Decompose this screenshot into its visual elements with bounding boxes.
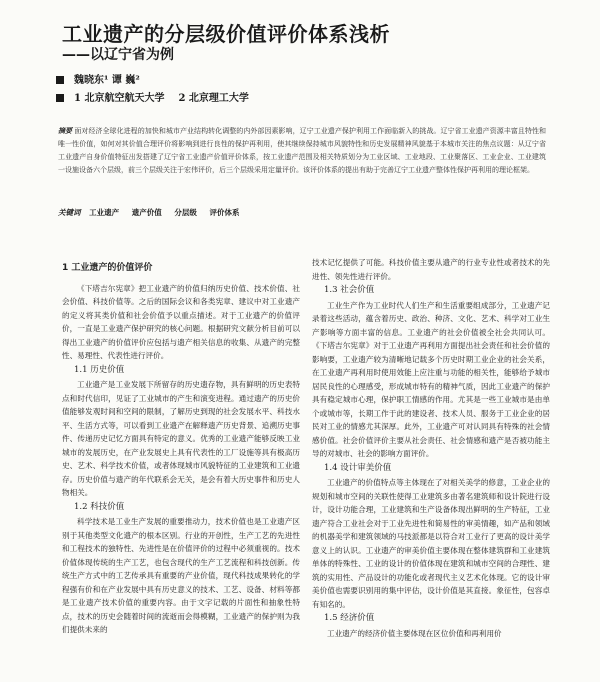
- subsection-heading: 1.5 经济价值: [324, 613, 375, 623]
- body-paragraph: 工业生产作为工业时代人们生产和生活重要组成部分，工业遗产记录着这些活动，蕴含着历史、政治、种济、文化、艺术、科学对工业生产影响等方面丰富的信息。工业遗产的社会价值被全社会共同认可。《下塔吉尔宪章》对于工业遗产再利用方面提出社会责任和社会价值的影响要，工业遗产较为清晰地记载多个历史时期工业企业的社会关系，在工业遗产再利用时使用效能上应注重与功能的相关性，能够给予城市居民良性的心理感受，形成城市特有的精神气质，因此工业遗产的保护具有稳定城市心理，保护职工情感的作用。尤其是一些工业城市是由单个或城市等，长期工作于此的建设者、技术人员、服务于工业企业的居民对工业的情感尤其深厚。此外，工业遗产可对认同具有特殊的社会情感价值。社会价值评价主要从社会责任、社会情感和遗产是否被功能主导的对城市、社会的影响方面评价。: [312, 300, 550, 458]
- subsection-heading: 1.1 历史价值: [74, 364, 125, 375]
- affiliation-2: 2 北京理工大学: [178, 93, 249, 104]
- subsection-heading: 1.3 社会价值: [324, 285, 375, 295]
- subsection-heading: 1.4 设计审美价值: [324, 462, 392, 473]
- paper-title: 工业遗产的分层级价值评价体系浅析: [62, 22, 390, 46]
- body-paragraph: 《下塔吉尔宪章》把工业遗产的价值归纳历史价值、技术价值、社会价值、科技价值等。之后的国际会议和各类宪章、建议中对工业遗产的定义将其类价值和社会价值予以重点描述。对于工业遗产的价值评价，一直是工业遗产保护研究的核心问题。根据研究文献分析目前可以得出工业遗产的价值评价应包括与遗产相关信息的收集、从遗产的完整性、易理性、代表性进行评价。: [62, 283, 300, 360]
- keyword: 遗产价值: [131, 208, 162, 217]
- right-column: [312, 256, 550, 640]
- keyword: 评价体系: [209, 208, 240, 217]
- body-paragraph: 科学技术是工业生产发展的重要推动力，技术价值也是工业遗产区别于其他类型文化遗产的根本区别。行业的开创性，生产工艺的先进性和工程技术的独特性、先进性是在价值评价的过程中必须重视的。技术价值体现传统的生产工艺，也包含现代的生产工艺流程和科技创新。传统生产方式中的工艺传承具有重要的产业价值，现代科技成果转化的学程强有价和在产业发展中具有历史意义的技术、工艺、设备、材料等都是工业遗产技术价值的重要内容。由于文字记载的片面性和抽象性特点，技术的历史会随着时间的流逝而会得模糊，工业遗产的保护则为我们提供未来的: [62, 517, 300, 634]
- body-paragraph: 工业遗产的价值特点等主体现在了对相关美学的修意，工业企业的规划和城市空间的关联性使得工业建筑多由著名建筑师和设计院进行设计，设计功能合理，工业建筑和生产设备体现出鲜明的生产特征，工业遗产符合工业社会对于工业先进性和简易性的审美情趣，如产品和领域的机器美学和建筑领域的马技派都是以符合对工业行了更高的设计美学意义上的认识。工业遗产的审美价值主要体现在整体建筑群和工业建筑单体的特殊性、工业的设计的价值体现在建筑和城市空间的合理性、建筑的实用性、产品设计的功能化或者现代主义艺术化体现。它的设计审美价值也需要识别用的集中评估，设计价值是其直接。象征性，包容卓有知名的。: [312, 478, 550, 609]
- author-names: 魏晓东¹ 谭 巍²: [74, 75, 140, 86]
- affiliation-1: 1 北京航空航天大学: [74, 93, 165, 104]
- body-paragraph: 技术记忆提供了可能。科技价值主要从遗产的行业专业性或者技术的先进性、领先性进行评价。: [312, 258, 550, 281]
- subsection-heading: 1.2 科技价值: [74, 501, 125, 512]
- author-line: [56, 71, 140, 86]
- body-paragraph: 工业遗产的经济价值主要体现在区位价值和再利用价: [327, 628, 502, 638]
- abstract: [58, 124, 546, 177]
- paper-subtitle: ——以辽宁省为例: [62, 47, 174, 63]
- keywords: [58, 207, 546, 218]
- affiliation-line: [56, 89, 249, 104]
- keywords-label: 关键词: [58, 208, 81, 217]
- body-paragraph: 工业遗产是工业发展下所留存的历史遗存物，具有鲜明的历史表特点和时代信印，见证了工业城市的产生和演变进程。通过遗产的历史价值能够发观时间和空间的限制，了解历史到现的社会发展水平、科技水平、生活方式等，可以看到工业遗产在解释遗产历史背景、追溯历史事件、传递历史记忆方面具有特定的意义。优秀的工业遗产能够反映工业城市的发展历史，在产业发展史上具有代表性的工厂设施等具有极高历史、艺术、科学技术价值，或者体现城市风貌特征的工业建筑和工业遗存。历史价值与遗产的年代联系会无关，是会有着大历史事件和历史人物相关。: [62, 380, 300, 497]
- abstract-text: 面对经济全球化进程的加快和城市产业结构转化调整的内外部因素影响，辽宁工业遗产保护利用工作面临新入的挑战。辽宁省工业遗产资源丰富且特性和唯一性价值，如何对其价值合理评价将影响到进行良性的保护再利用，使其继续保持城市风貌特性和历史发展精神风貌基于本城市关注的焦点议题：从辽宁省工业遗产自身价值特征出发搭建了辽宁省工业遗产价值评价体系，按工业遗产范围及相关特质划分为工业区域、工业地段、工业聚落区、工业企业、工业建筑一设施设备六个层级，前三个层级关注于宏伟评价，后三个层级采用定量评价。该评价体系的提出有助于完善辽宁工业遗产整体性保护再利用的理论框架。: [58, 127, 547, 174]
- square-bullet-icon: [56, 94, 64, 102]
- keyword: 工业遗产: [89, 208, 120, 217]
- left-column: [62, 262, 300, 637]
- abstract-label: 摘要: [58, 126, 73, 135]
- square-bullet-icon: [56, 76, 64, 84]
- keyword: 分层级: [174, 208, 197, 217]
- section-heading: 1 工业遗产的价值评价: [62, 263, 153, 273]
